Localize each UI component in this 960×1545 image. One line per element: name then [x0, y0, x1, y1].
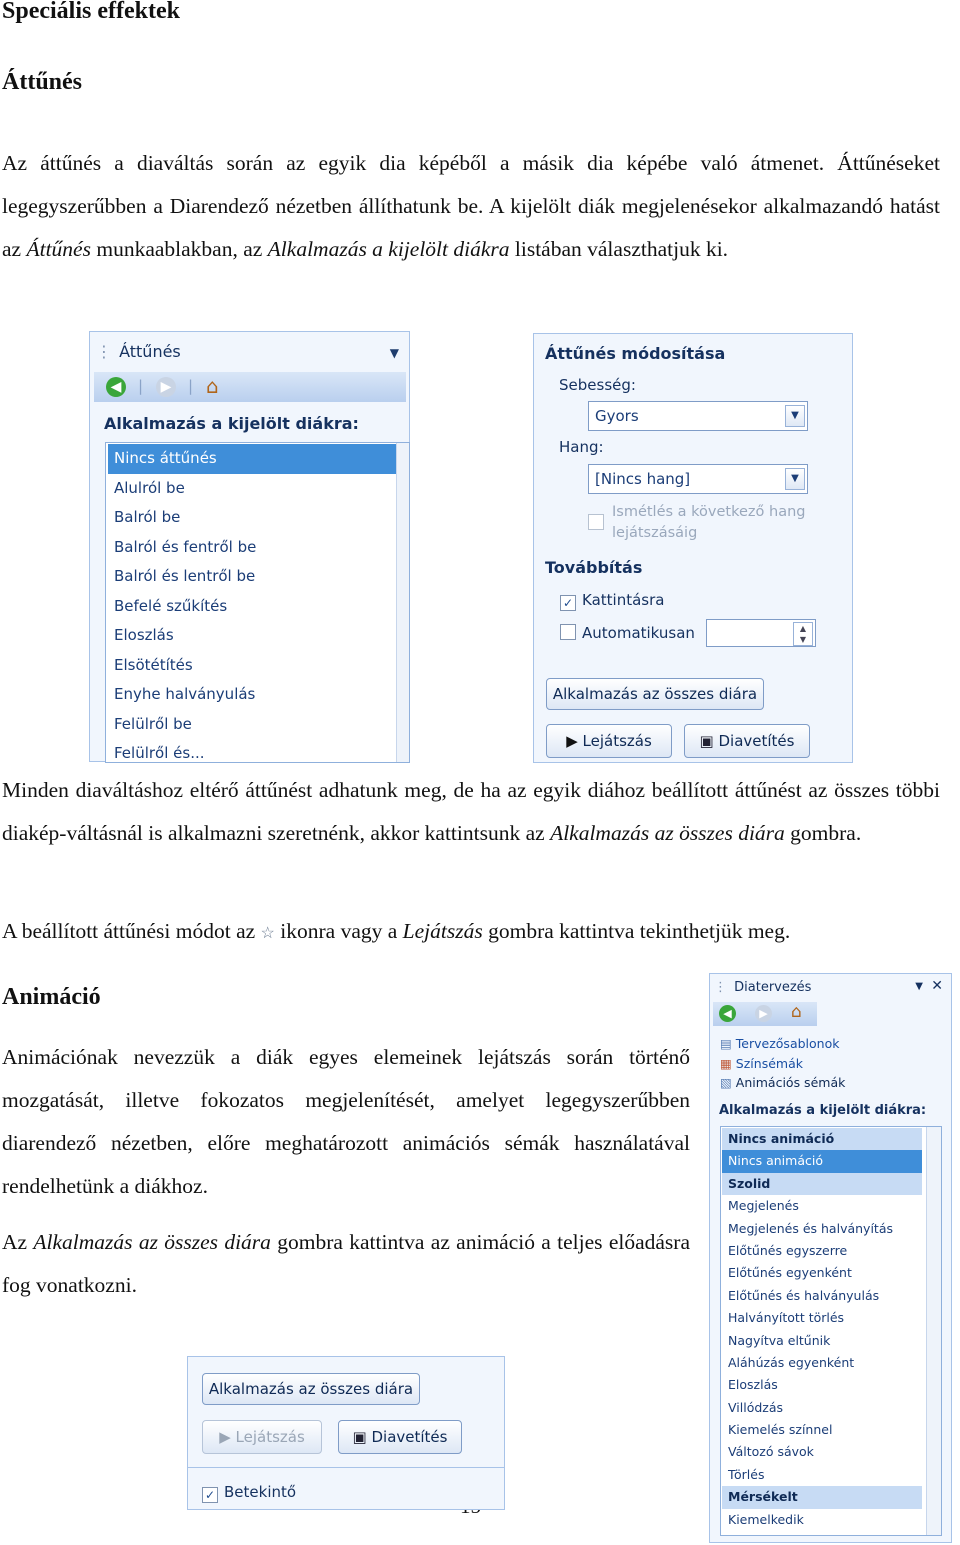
slideshow-label: Diavetítés	[371, 1428, 448, 1446]
star-icon: ☆	[260, 925, 275, 942]
pane-title: Áttűnés	[119, 342, 181, 361]
scrollbar[interactable]	[396, 443, 409, 763]
list-item[interactable]: Megjelenés és halványítás	[728, 1220, 893, 1236]
grip-icon: ⋮	[96, 342, 110, 361]
animation-schemes-link[interactable]	[720, 1073, 845, 1093]
paragraph-animation-apply	[2, 1221, 690, 1307]
speed-value: Gyors	[595, 407, 639, 425]
text-span: Animációnak nevezzük a diák egyes elemeinek lejátszás során történő mozgatását, illetve fokozatos megjelenítését, amelyet legegyszerűbben diarendező nézetben, előre meghatározott animációs sémák használatával rendelhetünk a diákhoz.	[2, 1045, 690, 1198]
on-click-label: Kattintásra	[582, 591, 665, 609]
link-label: Tervezősablonok	[735, 1036, 840, 1051]
scrollbar[interactable]	[926, 1127, 941, 1536]
pane-title-row	[96, 342, 181, 361]
chevron-down-icon[interactable]: ▼	[785, 468, 805, 490]
list-item[interactable]: Balról és lentről be	[114, 567, 256, 585]
list-item[interactable]: Eloszlás	[114, 626, 174, 644]
sound-label: Hang:	[559, 438, 604, 456]
apply-all-button[interactable]: Alkalmazás az összes diára	[546, 678, 764, 710]
back-icon[interactable]: ◀	[719, 1005, 736, 1022]
close-icon[interactable]: ✕	[931, 978, 943, 994]
list-item[interactable]: Alulról be	[114, 478, 185, 497]
text-span: listában választhatjuk ki.	[509, 237, 729, 261]
animation-scheme-icon: ▧	[720, 1075, 732, 1090]
paragraph-animation	[2, 1036, 690, 1208]
transition-settings-pane	[533, 333, 853, 763]
back-icon[interactable]: ◀	[106, 377, 126, 397]
list-item[interactable]: Felülről és...	[114, 744, 205, 762]
slideshow-button[interactable]	[338, 1420, 462, 1454]
pane-title: Diatervezés	[734, 980, 812, 995]
loop-option[interactable]	[588, 502, 808, 544]
play-label: Lejátszás	[235, 1428, 305, 1446]
play-icon: ▶	[219, 1428, 231, 1446]
list-item[interactable]: Törlés	[728, 1466, 765, 1482]
paragraph-intro	[2, 142, 940, 271]
link-label: Animációs sémák	[735, 1075, 846, 1090]
list-group-header[interactable]: Mérsékelt	[722, 1486, 922, 1508]
nav-toolbar	[713, 1002, 817, 1026]
dropdown-arrow-icon[interactable]: ▼	[389, 346, 399, 360]
play-button[interactable]	[546, 724, 672, 758]
projector-icon: ▣	[699, 732, 714, 750]
automatic-option[interactable]	[560, 624, 695, 642]
heading-attunes: Áttűnés	[2, 69, 83, 95]
projector-icon: ▣	[352, 1428, 367, 1446]
list-item[interactable]: Elsötétítés	[114, 655, 193, 674]
settings-title: Áttűnés módosítása	[545, 344, 726, 363]
home-icon[interactable]: ⌂	[791, 1002, 802, 1022]
preview-option[interactable]	[202, 1483, 296, 1503]
dropdown-arrow-icon[interactable]: ▼	[915, 981, 923, 992]
slideshow-button[interactable]	[684, 724, 810, 758]
italic-term: Lejátszás	[402, 919, 483, 943]
list-item[interactable]: Balról és fentről be	[114, 537, 257, 556]
animation-scheme-list	[720, 1126, 942, 1536]
heading-animacio: Animáció	[2, 984, 101, 1010]
text-span: Az áttűnés a diaváltás során az egyik dia képéből a másik dia képébe való átmenet. Áttűnéseket legegyszerűbben a Diarendező nézetben állíthatunk be. A kijelölt diák megjelenésekor alkalmazandó hatást az	[2, 151, 940, 261]
text-span: A beállított áttűnési módot az	[2, 919, 261, 943]
list-item[interactable]: Előtűnés egyszerre	[728, 1242, 848, 1258]
italic-term: Alkalmazás az összes diára	[550, 821, 785, 845]
list-item[interactable]: Előtűnés egyenként	[728, 1265, 852, 1281]
list-item[interactable]: Felülről be	[114, 714, 192, 733]
list-item[interactable]: Változó sávok	[728, 1444, 814, 1460]
speed-select[interactable]	[588, 401, 808, 431]
italic-term: Áttűnés	[26, 237, 91, 261]
automatic-checkbox[interactable]	[560, 624, 576, 640]
design-templates-link[interactable]	[720, 1034, 845, 1054]
loop-checkbox[interactable]	[588, 514, 604, 530]
slideshow-label: Diavetítés	[718, 732, 795, 750]
transition-pane	[89, 331, 410, 762]
loop-label: Ismétlés a következő hang lejátszásáig	[612, 504, 806, 541]
nav-toolbar	[94, 372, 406, 402]
list-item[interactable]: Nagyítva eltűnik	[728, 1332, 831, 1348]
on-click-option[interactable]	[560, 591, 664, 611]
play-label: Lejátszás	[582, 732, 652, 750]
animation-buttons-pane	[187, 1356, 505, 1510]
text-span: gombra kattintva tekinthetjük meg.	[482, 919, 791, 943]
separator: |	[188, 377, 194, 395]
list-item[interactable]: Aláhúzás egyenként	[728, 1354, 855, 1370]
italic-term: Alkalmazás az összes diára	[33, 1230, 278, 1254]
main-heading: Speciális effektek	[2, 0, 180, 24]
list-group-header[interactable]: Szolid	[722, 1173, 922, 1195]
italic-term: Alkalmazás a kijelölt diákra	[267, 237, 510, 261]
speed-label: Sebesség:	[559, 376, 636, 394]
preview-checkbox[interactable]: ✓	[202, 1487, 218, 1503]
color-scheme-icon: ▦	[720, 1055, 732, 1071]
list-label: Alkalmazás a kijelölt diákra:	[104, 414, 359, 433]
list-item[interactable]: Nincs animáció	[722, 1150, 922, 1172]
list-item[interactable]: Kiemelkedik	[728, 1511, 804, 1527]
list-group-header[interactable]: Nincs animáció	[722, 1128, 922, 1150]
divider	[188, 1467, 504, 1468]
list-item[interactable]: Megjelenés	[728, 1198, 799, 1214]
play-button-disabled[interactable]	[202, 1420, 322, 1454]
sound-select[interactable]	[588, 464, 808, 494]
spinner-arrows-icon[interactable]: ▲ ▼	[793, 622, 813, 646]
chevron-down-icon[interactable]: ▼	[785, 405, 805, 427]
design-links	[720, 1034, 845, 1093]
list-item[interactable]: Enyhe halványulás	[114, 685, 256, 703]
on-click-checkbox[interactable]: ✓	[560, 595, 576, 611]
text-span: gombra kattintva az animáció a teljes előadásra fog vonatkozni.	[2, 1230, 690, 1297]
separator: |	[138, 377, 144, 395]
forward-icon[interactable]: ▶	[156, 377, 176, 397]
automatic-label: Automatikusan	[582, 624, 695, 642]
transition-list	[105, 442, 410, 763]
pane-title-row	[714, 980, 811, 995]
text-span: munkaablakban, az	[90, 237, 268, 261]
grip-icon: ⋮	[714, 980, 727, 995]
advance-title: Továbbítás	[545, 558, 643, 577]
link-label: Színsémák	[735, 1055, 803, 1071]
sound-value: [Nincs hang]	[595, 470, 691, 488]
list-item[interactable]: Eloszlás	[728, 1377, 778, 1393]
list-item[interactable]: Balról be	[114, 508, 181, 526]
preview-label: Betekintő	[224, 1483, 297, 1501]
list-item[interactable]: Villódzás	[728, 1399, 784, 1415]
play-icon: ▶	[566, 732, 578, 750]
list-item[interactable]: Kiemelés színnel	[728, 1422, 833, 1438]
list-item[interactable]: Előtűnés és halványulás	[728, 1287, 880, 1303]
apply-all-button[interactable]: Alkalmazás az összes diára	[202, 1373, 420, 1405]
forward-icon[interactable]: ▶	[755, 1005, 772, 1022]
paragraph-preview	[2, 910, 960, 955]
text-span: Minden diaváltáshoz eltérő áttűnést adhatunk meg, de ha az egyik diához beállított áttűnést az összes többi diakép-váltásnál is alkalmazni szeretnénk, akkor kattintsunk az	[2, 778, 940, 845]
list-item[interactable]: Nincs áttűnés	[108, 444, 396, 474]
text-span: ikonra vagy a	[274, 919, 403, 943]
text-span: Az	[2, 1230, 34, 1254]
list-item[interactable]: Halványított törlés	[728, 1310, 845, 1326]
paragraph-apply-all	[2, 769, 940, 855]
list-label: Alkalmazás a kijelölt diákra:	[719, 1103, 927, 1118]
list-item[interactable]: Befelé szűkítés	[114, 596, 228, 615]
text-span: gombra.	[784, 821, 862, 845]
templates-icon: ▤	[720, 1036, 732, 1051]
automatic-time-spinner[interactable]	[706, 619, 816, 647]
home-icon[interactable]: ⌂	[206, 374, 219, 398]
color-schemes-link[interactable]	[720, 1054, 845, 1074]
slide-design-pane	[709, 973, 952, 1543]
